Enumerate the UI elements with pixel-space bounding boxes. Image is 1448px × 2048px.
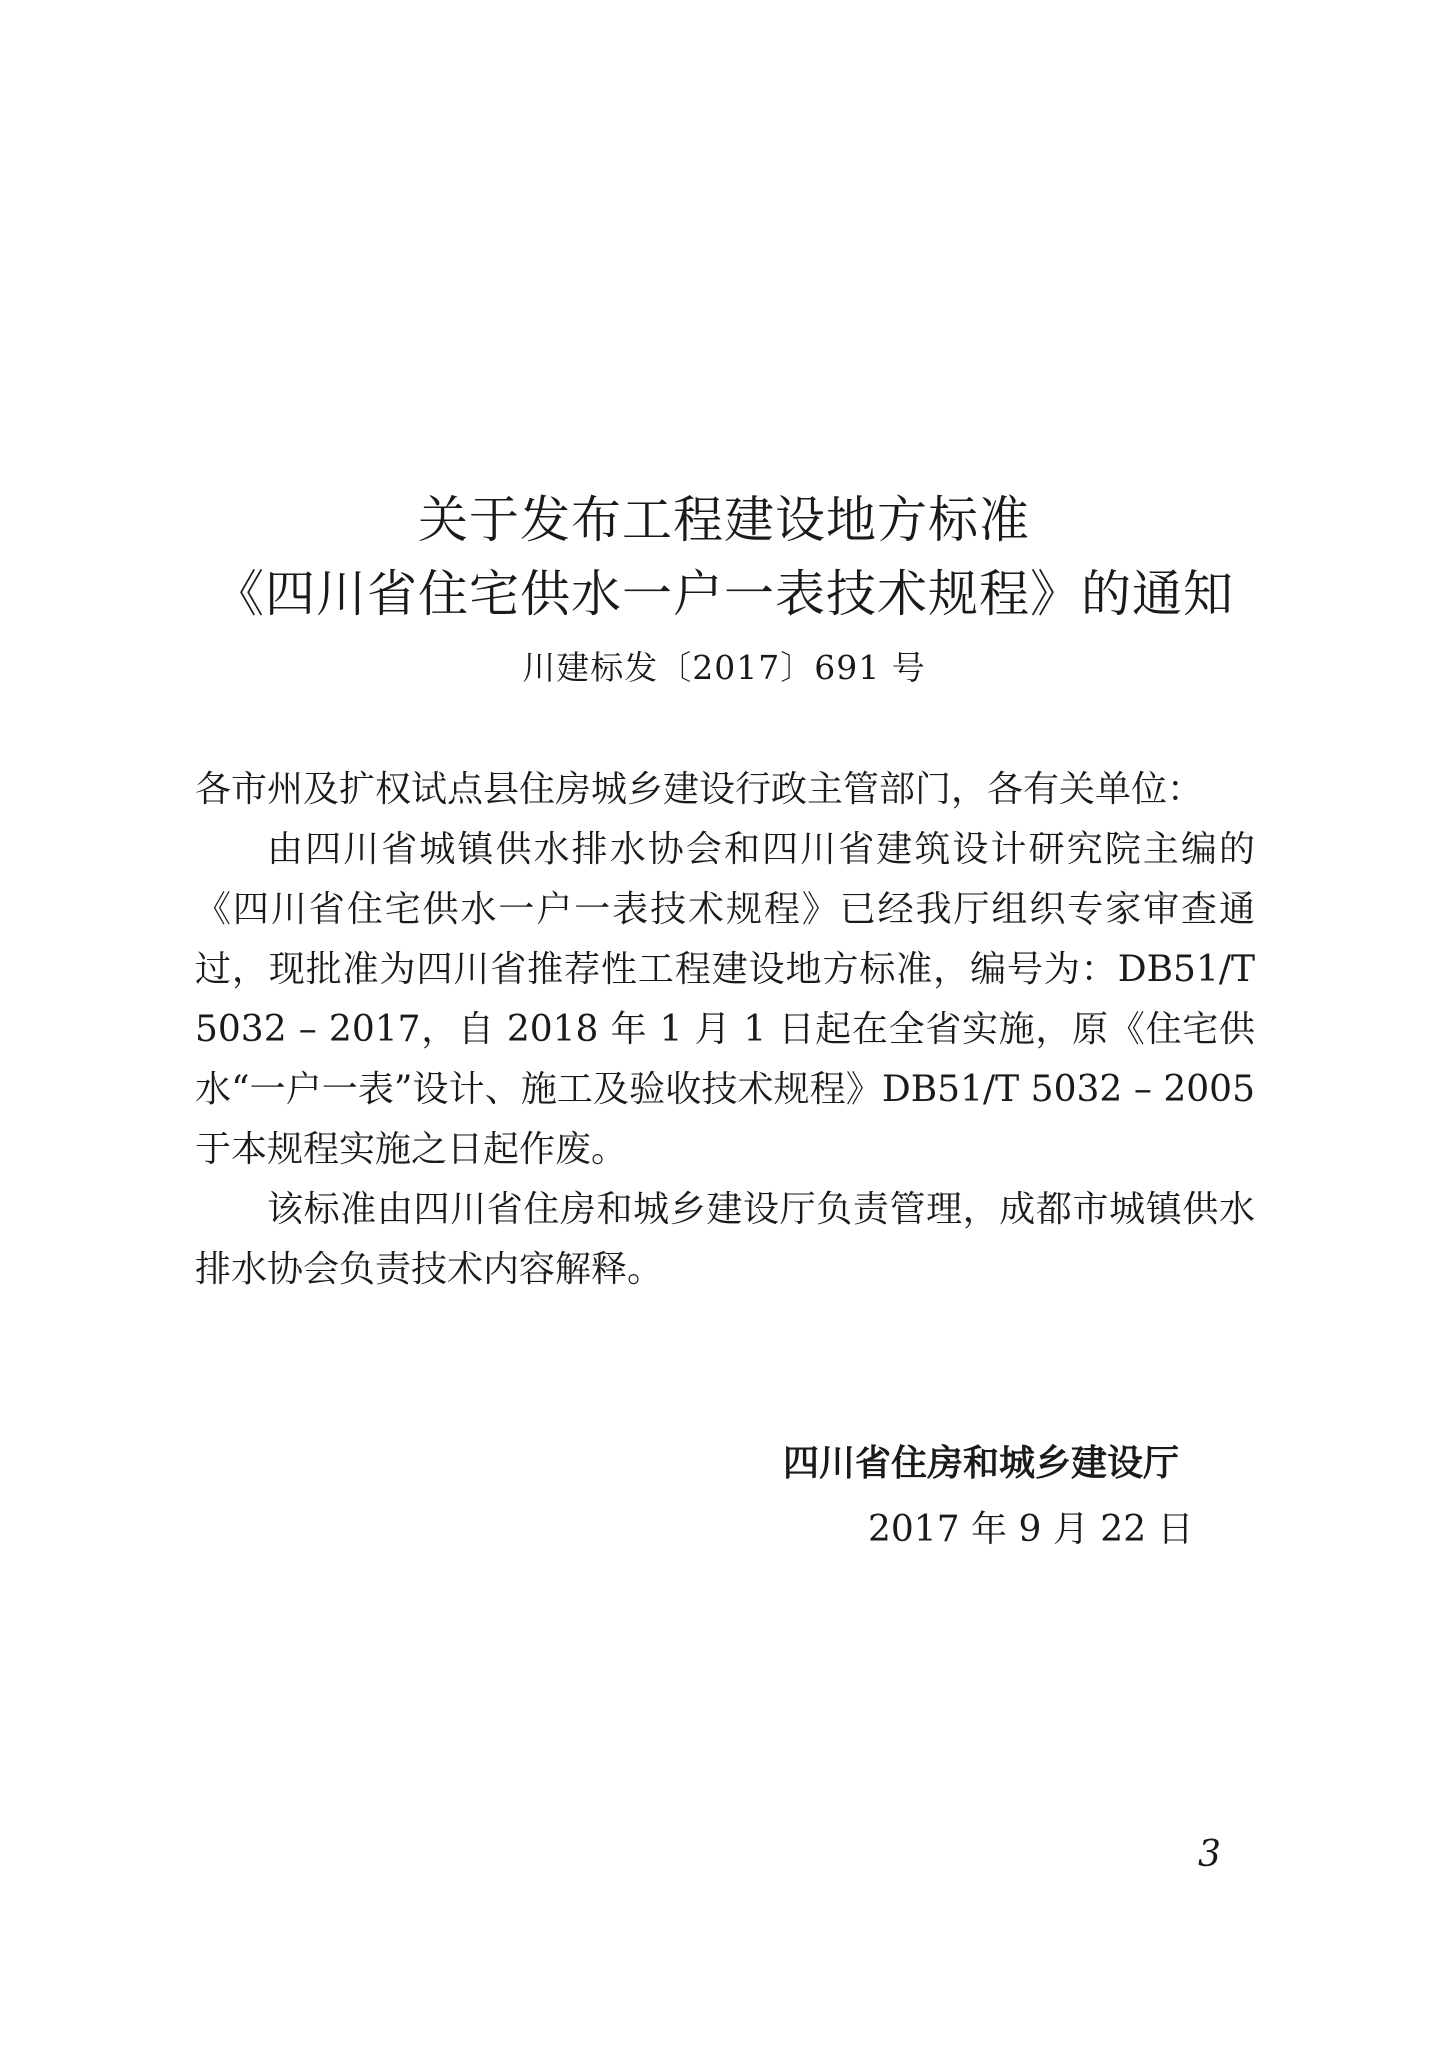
issue-date: 2017 年 9 月 22 日 [868, 1509, 1194, 1550]
document-number: 川建标发〔2017〕691 号 [522, 648, 926, 687]
page-number: 3 [1198, 1834, 1221, 1875]
paragraph-approval: 由四川省城镇供水排水协会和四川省建筑设计研究院主编的《四川省住宅供水一户一表技术规程》已经我厅组织专家审查通过，现批准为四川省推荐性工程建设地方标准，编号为：DB51/T 5032 – 2017，自 2018 年 1 月 1 日起在全省实施，原《住宅供水“一户一表”设计、施工及验收技术规程》DB51/T 5032 – 2005 于本规程实施之日起作废。 [195, 829, 1255, 1170]
addressee: 各市州及扩权试点县住房城乡建设行政主管部门，各有关单位： [195, 769, 1204, 810]
issuer-signature: 四川省住房和城乡建设厅 [783, 1443, 1180, 1484]
notice-title-line-1: 关于发布工程建设地方标准 [418, 491, 1030, 549]
paragraph-management: 该标准由四川省住房和城乡建设厅负责管理，成都市城镇供水排水协会负责技术内容解释。 [195, 1189, 1255, 1290]
notice-title-line-2: 《四川省住宅供水一户一表技术规程》的通知 [214, 565, 1234, 623]
